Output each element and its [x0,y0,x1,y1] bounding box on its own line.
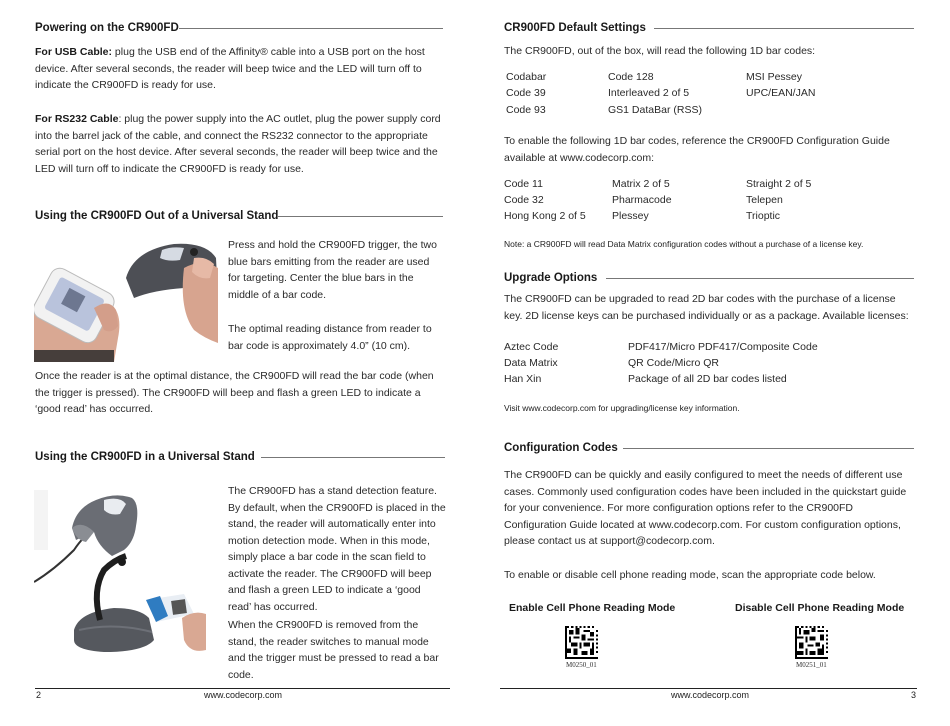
usb-label: For USB Cable: [35,46,113,58]
heading-rule [261,457,445,458]
heading-text: Configuration Codes [504,442,618,454]
table-cell: Codabar [506,71,547,83]
heading-text: Powering on the CR900FD [35,22,179,34]
section-heading-upgrade [504,272,914,284]
usb-cable-paragraph [35,44,445,94]
page-number: 2 [36,690,42,700]
table-cell: Data Matrix [504,357,558,369]
default-codes-table [506,69,815,118]
licenses-table [504,339,818,387]
rs232-label: For RS232 Cable [35,113,119,125]
defaults-intro: The CR900FD, out of the box, will read the following 1D bar codes: [504,45,816,57]
table-row [504,192,811,208]
disable-code-label: M0251_01 [796,661,827,669]
table-cell: Pharmacode [612,194,672,206]
table-cell: GS1 DataBar (RSS) [608,104,702,116]
table-row [504,339,818,355]
in-stand-paragraph-1: The CR900FD has a stand detection feature. By default, when the CR900FD is placed in the stand, the reader will automatically enter into motion detection mode. When in this mode, simply place a bar code in the scan field to activate the reader. The CR900FD will beep and flash a green LED to indicate a ‘good read’ has occurred. [228,485,446,613]
table-cell: Telepen [746,194,783,206]
heading-text: Using the CR900FD in a Universal Stand [35,451,255,463]
table-cell: Han Xin [504,373,542,385]
footer-url: www.codecorp.com [204,690,283,700]
heading-text: Using the CR900FD Out of a Universal Stand [35,210,279,222]
page-number: 3 [911,690,917,700]
heading-rule [179,28,443,29]
table-row [504,176,811,192]
heading-text: CR900FD Default Settings [504,22,646,34]
upgrade-intro: The CR900FD can be upgraded to read 2D bar codes with the purchase of a license key. 2D license keys can be purchased individually or as a package. Available licenses: [504,293,909,322]
table-cell: Aztec Code [504,341,559,353]
disable-datamatrix-barcode[interactable] [795,626,828,659]
out-of-stand-paragraph-3: Once the reader is at the optimal distance, the CR900FD will read the bar code (when the trigger is pressed). The CR900FD will beep and flash a green LED to indicate a ‘good read’ has occurred. [35,370,434,415]
usb-text: plug the USB end of the Affinity® cable into a USB port on the host device. After several seconds, the reader will beep twice and the LED will turn off to indicate the CR900FD is ready for use. [35,46,425,91]
section-heading-config [504,442,914,454]
rs232-text: : plug the power supply into the AC outlet, plug the power supply cord into the barrel jack of the cable, and connect the RS232 connector to the appropriate serial port on the host device. After several seconds, the reader will beep twice and the LED will turn off to indicate the CR900FD is ready for use. [35,113,441,175]
footer-rule [500,688,917,689]
table-row [506,69,815,85]
table-cell: QR Code/Micro QR [628,357,720,369]
heading-rule [606,278,914,279]
config-paragraph-2: To enable or disable cell phone reading mode, scan the appropriate code below. [504,569,876,581]
table-cell: Code 11 [504,178,543,190]
table-cell: Package of all 2D bar codes listed [628,373,787,385]
section-heading-powering [35,22,443,34]
license-note: Note: a CR900FD will read Data Matrix configuration codes without a purchase of a license key. [504,239,864,249]
table-cell: UPC/EAN/JAN [746,87,816,99]
heading-rule [654,28,914,29]
table-row [504,208,811,224]
disable-cell-phone-label: Disable Cell Phone Reading Mode [735,602,905,614]
upgrade-visit-note: Visit www.codecorp.com for upgrading/license key information. [504,403,740,413]
section-heading-in-stand [35,451,445,463]
out-of-stand-paragraph-2: The optimal reading distance from reader to bar code is approximately 4.0” (10 cm). [228,323,432,352]
table-row [506,101,815,118]
section-heading-out-of-stand [35,210,443,222]
table-cell: Trioptic [746,210,781,222]
in-stand-paragraph-2: When the CR900FD is removed from the stand, the reader switches to manual mode and the trigger must be pressed to read a bar code. [228,619,439,681]
table-cell: Plessey [612,210,649,222]
reader-in-stand-image [34,490,206,658]
table-cell: Interleaved 2 of 5 [608,87,690,99]
table-row [506,85,815,101]
enable-code-label: M0250_01 [566,661,597,669]
enable-datamatrix-barcode[interactable] [565,626,598,659]
table-cell: Code 39 [506,87,546,99]
table-cell: Straight 2 of 5 [746,178,812,190]
table-row [504,371,818,387]
footer-rule [35,688,450,689]
heading-text: Upgrade Options [504,272,598,284]
table-cell: Code 32 [504,194,544,206]
heading-rule [278,216,443,217]
enable-cell-phone-label: Enable Cell Phone Reading Mode [509,602,676,614]
section-heading-defaults [504,22,914,34]
table-cell: PDF417/Micro PDF417/Composite Code [628,341,818,353]
config-paragraph-1: The CR900FD can be quickly and easily configured to meet the needs of different use cases. Commonly used configuration codes have been included in the quickstart guide for your convenience. For more configuration options refer to the CR900FD Configuration Guide located at www.codecorp.com. For custom configuration options, please contact us at support@codecorp.com. [504,469,907,547]
optional-codes-table [504,176,811,224]
reader-scanning-phone-image [34,238,218,362]
footer-url: www.codecorp.com [671,690,750,700]
table-cell: Hong Kong 2 of 5 [504,210,586,222]
out-of-stand-paragraph-1: Press and hold the CR900FD trigger, the two blue bars emitting from the reader are used for targeting. Center the blue bars in the middle of a bar code. [228,239,437,301]
table-cell: Code 128 [608,71,654,83]
table-cell: MSI Pessey [746,71,803,83]
right-page [475,0,950,726]
table-cell: Matrix 2 of 5 [612,178,670,190]
rs232-cable-paragraph [35,111,447,177]
heading-rule [623,448,914,449]
table-cell: Code 93 [506,104,546,116]
enable-codes-intro: To enable the following 1D bar codes, reference the CR900FD Configuration Guide available at www.codecorp.com: [504,135,890,164]
table-row [504,355,818,371]
